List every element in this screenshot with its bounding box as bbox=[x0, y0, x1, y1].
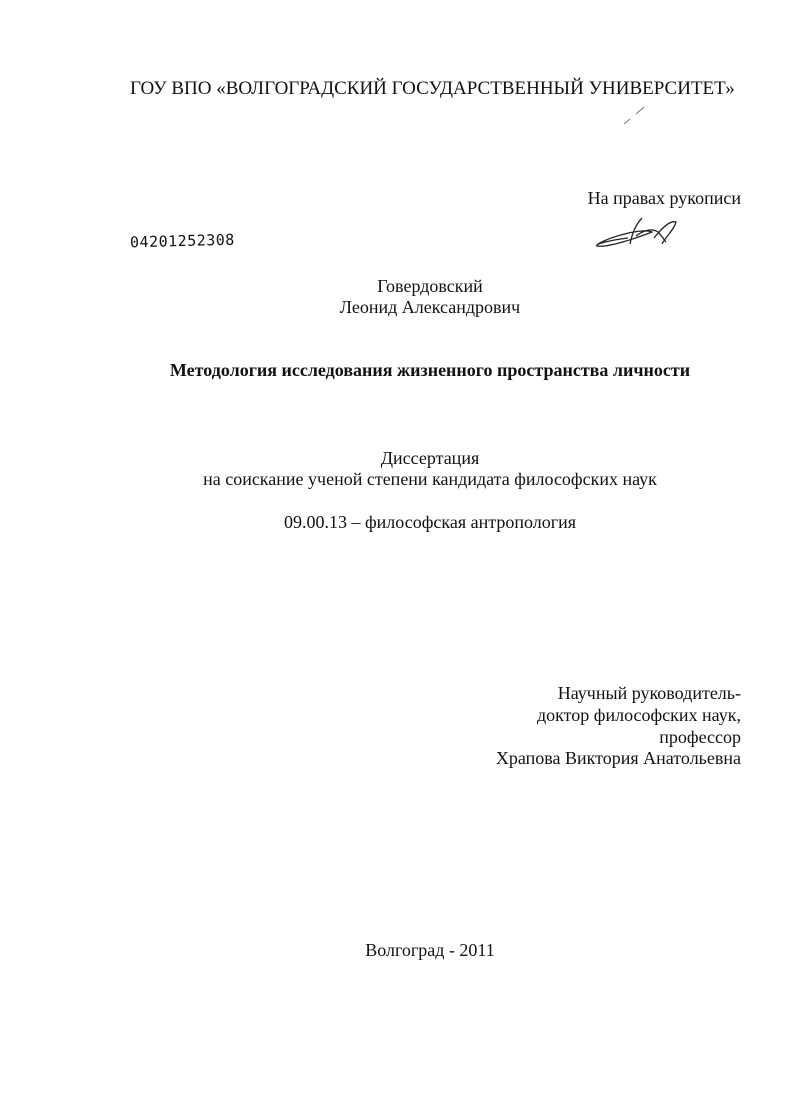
supervisor-degree: доктор философских наук, bbox=[537, 705, 741, 725]
degree: на соискание ученой степени кандидата философских наук bbox=[203, 469, 657, 489]
author-name: Леонид Александрович bbox=[339, 297, 521, 317]
supervisor-label: Научный руководитель- bbox=[557, 683, 741, 703]
signature bbox=[592, 214, 682, 254]
supervisor-name: Храпова Виктория Анатольевна bbox=[495, 748, 741, 768]
place-year: Волгоград - 2011 bbox=[365, 940, 495, 960]
institution-header: ГОУ ВПО «ВОЛГОГРАДСКИЙ ГОСУДАРСТВЕННЫЙ УНИВЕРСИТЕТ» bbox=[130, 78, 735, 99]
work-type: Диссертация bbox=[380, 448, 480, 468]
author-surname: Говердовский bbox=[377, 276, 483, 296]
manuscript-rights: На правах рукописи bbox=[587, 188, 741, 208]
specialty: 09.00.13 – философская антропология bbox=[284, 512, 576, 532]
registry-number: 04201252308 bbox=[129, 230, 236, 252]
pen-mark bbox=[622, 104, 652, 126]
dissertation-title: Методология исследования жизненного пространства личности bbox=[169, 360, 691, 380]
supervisor-rank: профессор bbox=[659, 727, 741, 747]
